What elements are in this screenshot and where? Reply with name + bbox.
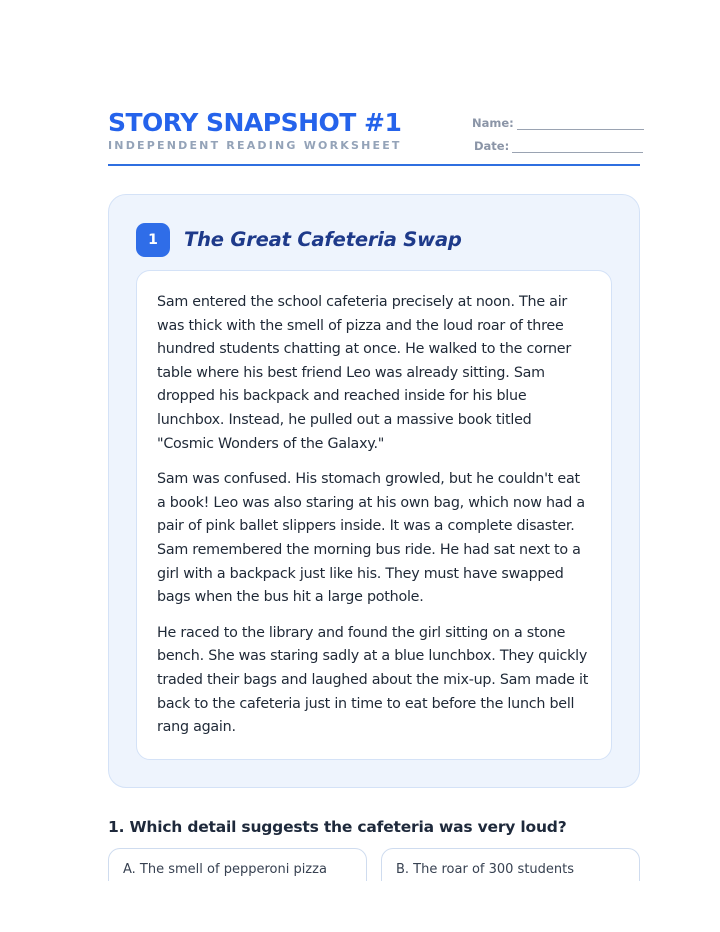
name-label: Name:	[472, 116, 514, 130]
story-paragraph: Sam entered the school cafeteria precisely at noon. The air was thick with the smell of pizza and the loud roar of three hundred students chatting at once. He walked to the corner table where his best friend Leo was already sitting. Sam dropped his backpack and reached inside for his blue lunchbox. Instead, he pulled out a massive book titled "Cosmic Wonders of the Galaxy."	[157, 294, 571, 452]
name-field[interactable]	[472, 116, 644, 130]
answer-option-b[interactable]: B. The roar of 300 students	[381, 848, 640, 881]
date-field[interactable]	[474, 139, 643, 153]
story-paragraph: Sam was confused. His stomach growled, but he couldn't eat a book! Leo was also staring at his own bag, which now had a pair of pink ballet slippers inside. It was a complete disaster. Sam remembered the morning bus ride. He had sat next to a girl with a backpack just like his. They must have swapped bags when the bus hit a large pothole.	[157, 471, 585, 606]
question-text: 1. Which detail suggests the cafeteria was very loud?	[108, 818, 567, 836]
story-card	[108, 194, 640, 788]
story-title: The Great Cafeteria Swap	[184, 228, 462, 251]
worksheet-title: STORY SNAPSHOT #1	[108, 108, 402, 137]
story-number-badge: 1	[136, 223, 170, 257]
answer-option-a[interactable]: A. The smell of pepperoni pizza	[108, 848, 367, 881]
story-text-box	[136, 270, 612, 760]
date-blank-line[interactable]	[512, 141, 643, 153]
name-blank-line[interactable]	[517, 118, 644, 130]
worksheet-subtitle: INDEPENDENT READING WORKSHEET	[108, 139, 402, 152]
worksheet-header	[108, 108, 640, 166]
story-paragraph: He raced to the library and found the girl sitting on a stone bench. She was staring sadly at a blue lunchbox. They quickly traded their bags and laughed about the mix-up. Sam made it back to the cafeteria just in time to eat before the lunch bell rang again.	[157, 624, 589, 736]
date-label: Date:	[474, 139, 510, 153]
answer-options	[108, 848, 640, 881]
